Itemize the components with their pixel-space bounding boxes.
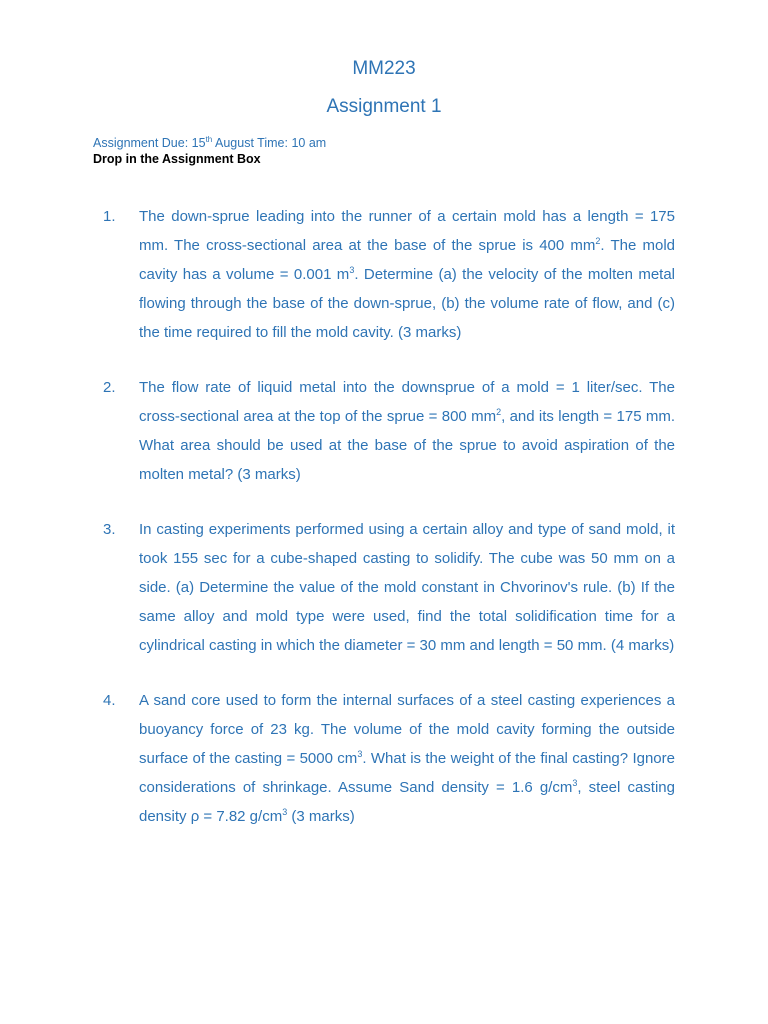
superscript: 3 <box>282 807 288 817</box>
question-text-part: The flow rate of liquid metal into the downsprue of a mold = 1 liter/sec. The cross-sectional area at the top of the sprue = 800 mm <box>139 379 675 425</box>
page-title: Assignment 1 <box>326 96 442 117</box>
question-number: 1. <box>103 208 116 225</box>
question-text-part: A sand core used to form the internal surfaces of a steel casting experiences a buoyancy force of 23 kg. The volume of the mold cavity forming the outside surface of the casting = 5000 cm <box>139 692 675 767</box>
question-number: 2. <box>103 379 116 396</box>
question-2 <box>0 373 768 489</box>
question-text-part: The down-sprue leading into the runner of a certain mold has a length = 175 mm. The cross-sectional area at the base of the sprue is 400 mm <box>139 208 675 254</box>
question-text-part: In casting experiments performed using a certain alloy and type of sand mold, it took 155 sec for a cube-shaped casting to solidify. The cube was 50 mm on a side. (a) Determine the value of the mold constant in Chvorinov's rule. (b) If the same alloy and mold type were used, find the total solidification time for a cylindrical casting in which the diameter = 30 mm and length = 50 mm. (4 marks) <box>139 521 675 654</box>
question-text <box>139 515 675 660</box>
question-list <box>0 202 768 857</box>
question-text <box>139 686 675 831</box>
question-number: 3. <box>103 521 116 538</box>
question-text-part: . What is the weight of the final casting? Ignore considerations of shrinkage. Assume Sand density = 1.6 g/cm <box>139 750 675 796</box>
question-number: 4. <box>103 692 116 709</box>
question-1 <box>0 202 768 347</box>
superscript: 2 <box>595 236 601 246</box>
course-code: MM223 <box>352 58 416 79</box>
question-text-part: . Determine (a) the velocity of the molten metal flowing through the base of the down-sprue, (b) the volume rate of flow, and (c) the time required to fill the mold cavity. (3 marks) <box>139 266 675 341</box>
question-4 <box>0 686 768 831</box>
due-prefix: Assignment Due: 15 <box>93 136 206 151</box>
superscript: 2 <box>496 407 502 417</box>
due-superscript: th <box>205 135 213 144</box>
due-suffix: August Time: 10 am <box>212 136 327 151</box>
superscript: 3 <box>349 265 355 275</box>
question-text-part: , and its length = 175 mm. What area should be used at the base of the sprue to avoid aspiration of the molten metal? (3 marks) <box>139 408 676 483</box>
question-text <box>139 202 675 347</box>
drop-instruction: Drop in the Assignment Box <box>93 152 261 166</box>
question-text-part: , steel casting density ρ = 7.82 g/cm <box>139 779 675 825</box>
question-text-part: (3 marks) <box>287 808 355 825</box>
superscript: 3 <box>572 778 578 788</box>
question-text <box>139 373 675 489</box>
question-text-part: . The mold cavity has a volume = 0.001 m <box>139 237 676 283</box>
due-date-line <box>93 135 326 150</box>
question-3 <box>0 515 768 660</box>
superscript: 3 <box>357 749 363 759</box>
